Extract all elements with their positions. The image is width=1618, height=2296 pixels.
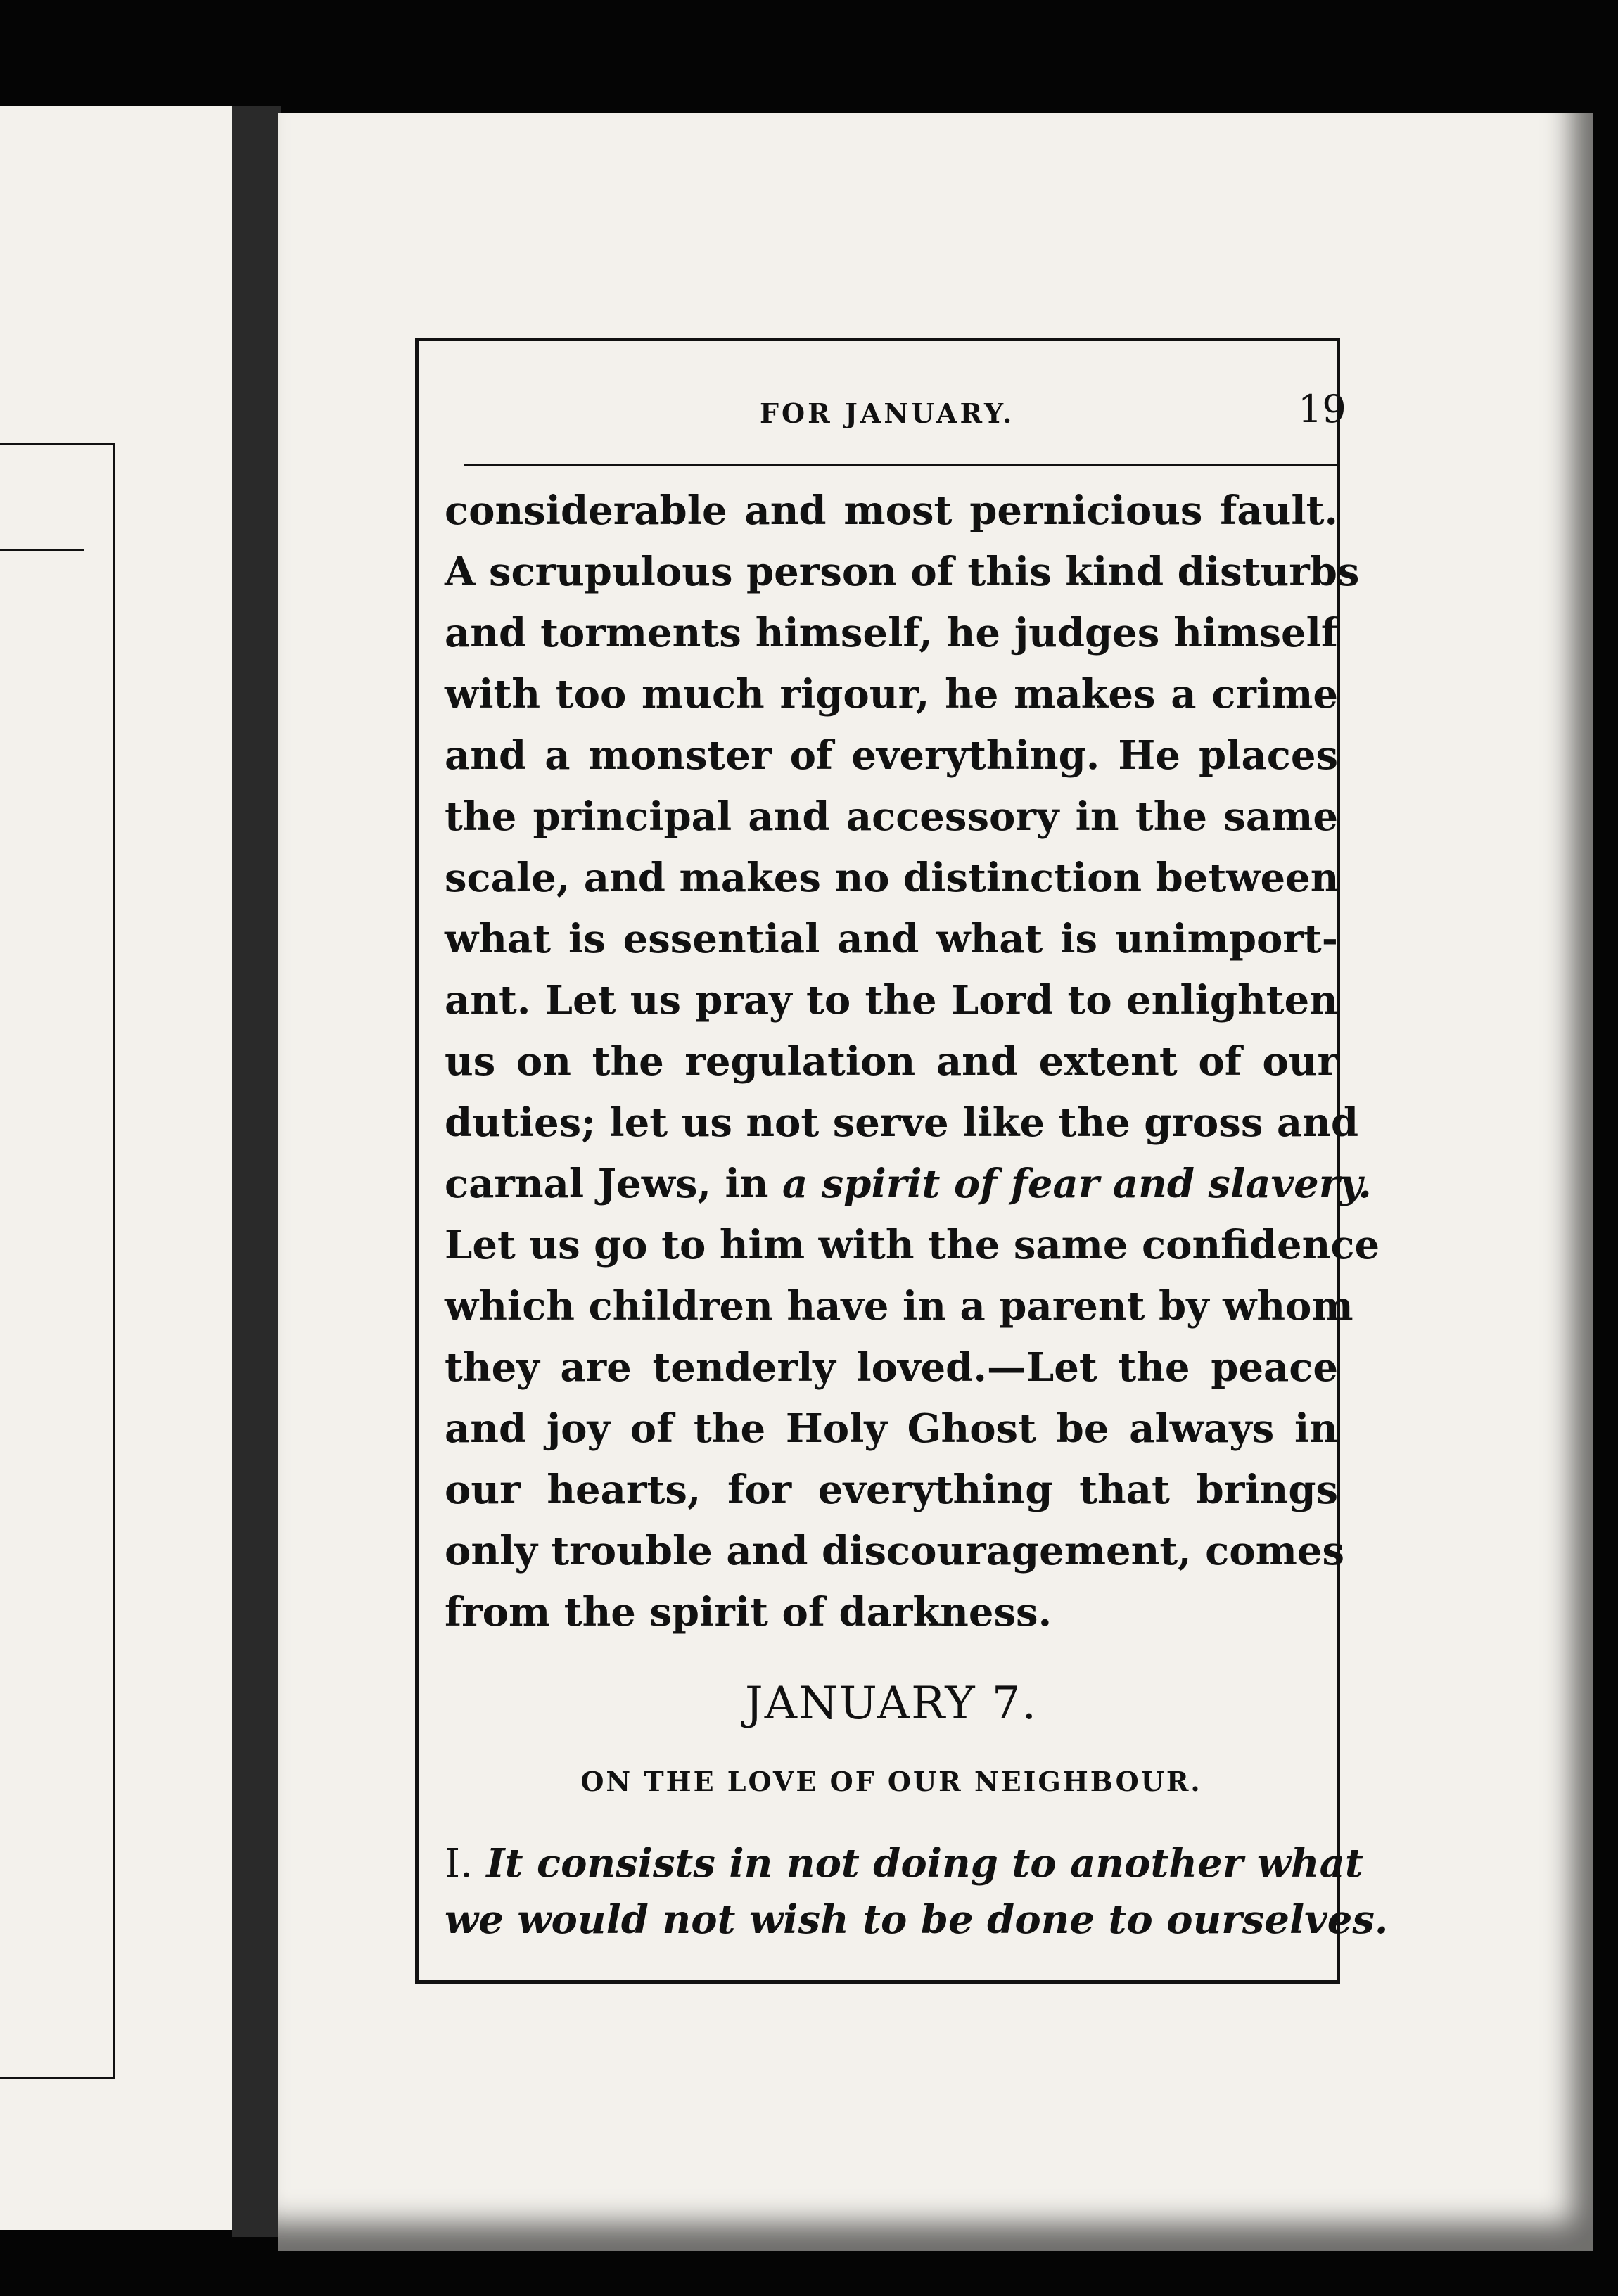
body-line: ant. Let us pray to the Lord to enlighten — [445, 977, 1338, 1023]
body-line: us on the regulation and extent of our — [445, 1038, 1338, 1085]
body-line: what is essential and what is unimport- — [445, 916, 1338, 962]
body-line: with too much rigour, he makes a crime — [445, 671, 1338, 718]
point-number: I. — [445, 1841, 473, 1887]
body-line: Let us go to him with the same confidence — [445, 1222, 1380, 1268]
section-title: JANUARY 7. — [745, 1678, 1038, 1730]
body-line: the principal and accessory in the same — [445, 793, 1338, 840]
body-line: and joy of the Holy Ghost be always in — [445, 1405, 1338, 1452]
body-line: which children have in a parent by whom — [445, 1283, 1353, 1329]
left-page-rule — [0, 549, 84, 551]
body-line: our hearts, for everything that brings — [445, 1467, 1338, 1513]
body-line: duties; let us not serve like the gross and — [445, 1099, 1358, 1146]
point-text: It consists in not doing to another what — [486, 1840, 1363, 1887]
book-gutter — [232, 106, 281, 2237]
left-page-frame — [0, 443, 115, 2079]
body-line: and torments himself, he judges himself — [445, 610, 1338, 656]
left-page — [0, 106, 246, 2230]
body-line: A scrupulous person of this kind disturbs — [445, 549, 1360, 595]
body-text-italic: a spirit of fear and slavery. — [782, 1161, 1372, 1207]
running-head: FOR JANUARY. — [760, 397, 1015, 429]
body-line: they are tenderly loved.—Let the peace — [445, 1344, 1338, 1391]
section-subtitle: ON THE LOVE OF OUR NEIGHBOUR. — [580, 1766, 1202, 1797]
point-line — [445, 1833, 1363, 1894]
body-line: from the spirit of darkness. — [445, 1589, 1052, 1635]
body-line: and a monster of everything. He places — [445, 732, 1338, 779]
body-line: only trouble and discouragement, comes — [445, 1528, 1345, 1574]
body-line: scale, and makes no distinction between — [445, 855, 1339, 901]
body-line: considerable and most pernicious fault. — [445, 487, 1338, 534]
page-number: 19 — [1298, 387, 1346, 431]
body-line-mixed — [445, 1154, 1372, 1214]
body-text-roman: carnal Jews, in — [445, 1161, 782, 1207]
header-rule — [464, 464, 1340, 466]
point-line: we would not wish to be done to ourselves. — [445, 1896, 1389, 1943]
